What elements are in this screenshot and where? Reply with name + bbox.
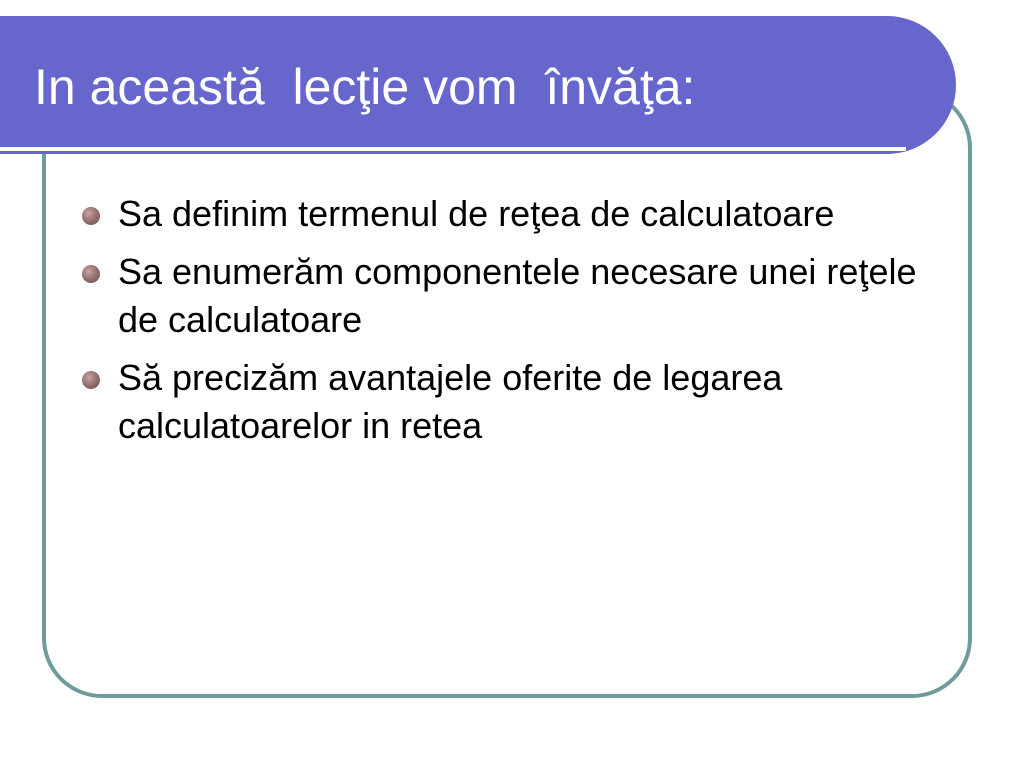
slide-title: In această lecţie vom învăţa: <box>34 59 696 115</box>
list-item-text: Sa enumerăm componentele necesare unei reţele de calculatoare <box>118 251 917 340</box>
title-bar <box>0 16 956 154</box>
bullet-dot-icon <box>82 265 100 283</box>
list-item-text: Să precizăm avantajele oferite de legarea calculatoarelor in retea <box>118 357 783 446</box>
list-item <box>82 248 942 344</box>
bullet-list <box>82 190 942 460</box>
bullet-dot-icon <box>82 207 100 225</box>
bullet-dot-icon <box>82 371 100 389</box>
list-item <box>82 190 942 238</box>
list-item <box>82 354 942 450</box>
title-underline <box>0 147 906 151</box>
list-item-text: Sa definim termenul de reţea de calculatoare <box>118 193 835 234</box>
